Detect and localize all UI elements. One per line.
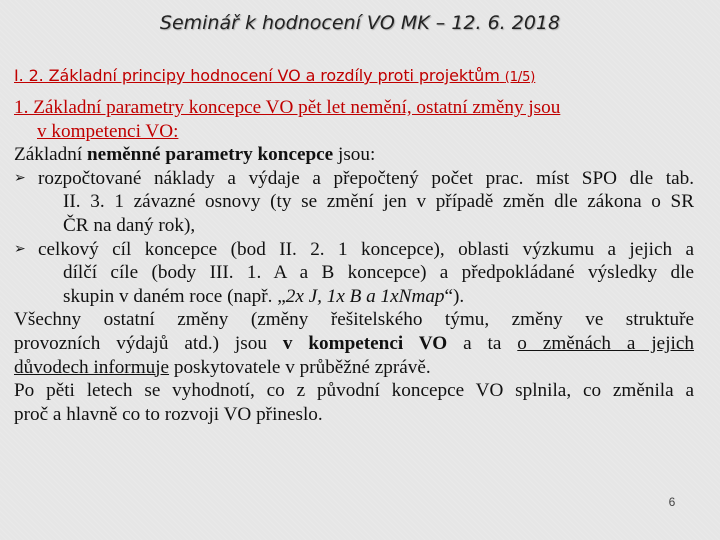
list-item xyxy=(14,238,694,309)
text-span: skupin v daném roce (např. „ xyxy=(63,285,286,307)
text-span: provozních výdajů atd.) jsou xyxy=(14,332,283,354)
italic-text: 2x J, 1x B a 1xNmap xyxy=(285,285,445,307)
text-span: Základní xyxy=(14,144,87,166)
paragraph-line xyxy=(14,332,694,356)
paragraph-line xyxy=(14,356,694,380)
list-item xyxy=(14,167,694,238)
list-item-line: dílčí cíle (body III. 1. A a B koncepce) a předpokládané výsledky dle xyxy=(63,262,694,284)
list-item-line: rozpočtované náklady a výdaje a přepočtený počet prac. míst SPO dle tab. xyxy=(38,167,694,189)
paragraph-fixed-parameters xyxy=(14,143,694,167)
paragraph-parameters-intro xyxy=(14,96,694,143)
paragraph-line: Všechny ostatní změny (změny řešitelského týmu, změny ve struktuře xyxy=(14,309,694,331)
paragraph-line: v kompetenci VO: xyxy=(37,120,179,142)
section-heading xyxy=(14,66,710,85)
arrow-bullet-icon: ➢ xyxy=(14,169,26,186)
section-counter: (1/5) xyxy=(504,70,536,85)
text-span: poskytovatele v průběžné zprávě. xyxy=(169,356,431,378)
paragraph-other-changes xyxy=(14,308,694,379)
arrow-bullet-icon: ➢ xyxy=(14,240,26,257)
list-item-line: ČR na daný rok), xyxy=(63,214,196,236)
bold-text: v kompetenci VO xyxy=(282,332,448,354)
paragraph-line: proč a hlavně co to rozvoji VO přineslo. xyxy=(14,403,323,425)
slide-title: Seminář k hodnocení VO MK – 12. 6. 2018 xyxy=(159,12,561,34)
slide-body xyxy=(14,96,694,426)
text-span: a ta xyxy=(447,332,518,354)
list-item-line: II. 3. 1 závazné osnovy (ty se změní jen v případě změn dle zákona o SR xyxy=(63,191,694,213)
section-heading-text: I. 2. Základní principy hodnocení VO a rozdíly proti projektům xyxy=(14,66,500,85)
list-item-line: celkový cíl koncepce (bod II. 2. 1 koncepce), oblasti výzkumu a jejich a xyxy=(38,238,694,260)
bold-text: neměnné parametry koncepce xyxy=(87,144,334,166)
underlined-text: důvodech informuje xyxy=(14,356,170,378)
paragraph-line: 1. Základní parametry koncepce VO pět let nemění, ostatní změny jsou xyxy=(14,97,561,118)
text-span: “). xyxy=(444,285,465,307)
list-item-line xyxy=(38,285,694,309)
text-span: jsou: xyxy=(333,144,376,166)
paragraph-line: Po pěti letech se vyhodnotí, co z původní koncepce VO splnila, co změnila a xyxy=(14,380,694,402)
underlined-text: o změnách a jejich xyxy=(517,332,694,354)
page-number: 6 xyxy=(668,495,676,509)
paragraph-evaluation xyxy=(14,379,694,426)
